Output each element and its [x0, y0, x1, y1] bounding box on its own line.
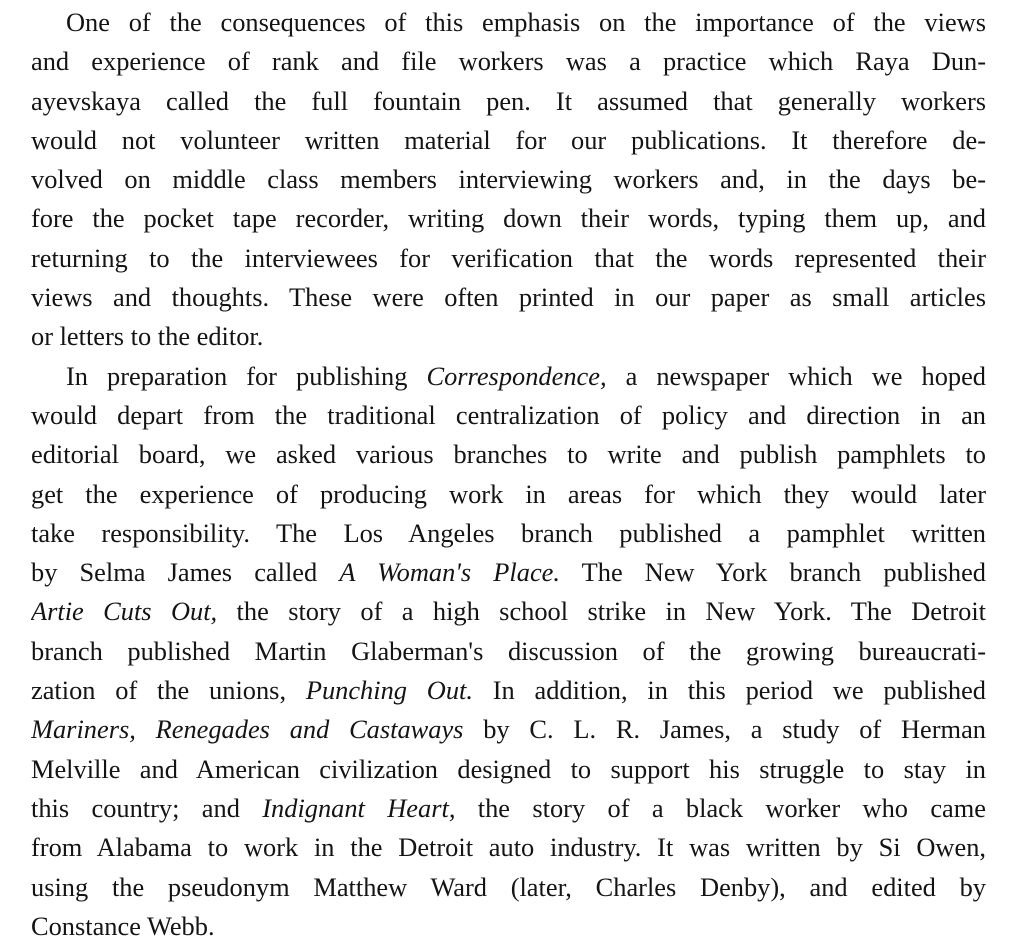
publication-title: Indignant Heart,	[262, 792, 456, 823]
text-line	[31, 396, 986, 435]
text-run: by C. L. R. James, a study of Herman	[463, 714, 986, 745]
publication-title: Mariners, Renegades and Castaways	[31, 714, 464, 745]
text-line	[31, 357, 986, 396]
text-run: views and thoughts. These were often printed in our paper as small articles	[31, 282, 986, 313]
text-run: Constance Webb.	[31, 910, 215, 941]
text-line	[31, 121, 986, 160]
publication-title: Punching Out.	[305, 675, 473, 706]
text-line	[31, 789, 986, 828]
text-line	[31, 199, 986, 238]
text-line	[31, 475, 986, 514]
text-run: Melville and American civilization designed to support his struggle to stay in	[31, 753, 986, 784]
text-line	[31, 239, 986, 278]
publication-title: A Woman's Place.	[339, 557, 560, 588]
text-run: the story of a high school strike in New York. The Detroit	[217, 596, 986, 627]
text-line	[31, 435, 986, 474]
text-run: zation of the unions,	[31, 675, 306, 706]
text-line	[31, 632, 986, 671]
text-line	[31, 710, 986, 749]
text-line	[31, 42, 986, 81]
text-line	[31, 828, 986, 867]
document-page	[31, 0, 986, 946]
text-line	[31, 868, 986, 907]
text-line	[31, 160, 986, 199]
text-run: get the experience of producing work in areas for which they would later	[31, 478, 986, 509]
text-run: In preparation for publishing	[66, 360, 427, 391]
text-line	[31, 553, 986, 592]
text-run: from Alabama to work in the Detroit auto industry. It was written by Si Owen,	[31, 832, 986, 863]
text-run: or letters to the editor.	[31, 321, 264, 352]
text-line	[31, 592, 986, 631]
text-run: branch published Martin Glaberman's discussion of the growing bureaucrati-	[31, 635, 986, 666]
text-line	[31, 907, 986, 946]
text-run: returning to the interviewees for verification that the words represented their	[31, 242, 986, 273]
text-line	[31, 82, 986, 121]
text-run: by Selma James called	[31, 557, 340, 588]
text-run: ayevskaya called the full fountain pen. It assumed that generally workers	[31, 85, 986, 116]
text-run: the story of a black worker who came	[455, 792, 986, 823]
text-line	[31, 278, 986, 317]
text-run: editorial board, we asked various branches to write and publish pamphlets to	[31, 439, 986, 470]
text-run: using the pseudonym Matthew Ward (later, Charles Denby), and edited by	[31, 871, 986, 902]
text-run: this country; and	[31, 792, 263, 823]
paragraph-1	[31, 3, 986, 357]
text-run: The New York branch published	[559, 557, 986, 588]
text-run: volved on middle class members interviewing workers and, in the days be-	[31, 164, 986, 195]
text-line	[31, 514, 986, 553]
text-run: and experience of rank and file workers was a practice which Raya Dun-	[31, 46, 986, 77]
publication-title: Correspondence,	[426, 360, 607, 391]
text-run: In addition, in this period we published	[472, 675, 986, 706]
text-line	[31, 750, 986, 789]
text-line	[31, 317, 986, 356]
text-run: would depart from the traditional centralization of policy and direction in an	[31, 399, 986, 430]
paragraph-2	[31, 357, 986, 946]
publication-title: Artie Cuts Out,	[31, 596, 218, 627]
text-run: One of the consequences of this emphasis on the importance of the views	[66, 7, 986, 37]
text-run: a newspaper which we hoped	[606, 360, 986, 391]
text-line	[31, 3, 986, 42]
text-line	[31, 671, 986, 710]
text-run: fore the pocket tape recorder, writing down their words, typing them up, and	[31, 203, 986, 234]
text-run: would not volunteer written material for our publications. It therefore de-	[31, 124, 986, 155]
text-run: take responsibility. The Los Angeles branch published a pamphlet written	[31, 517, 986, 548]
